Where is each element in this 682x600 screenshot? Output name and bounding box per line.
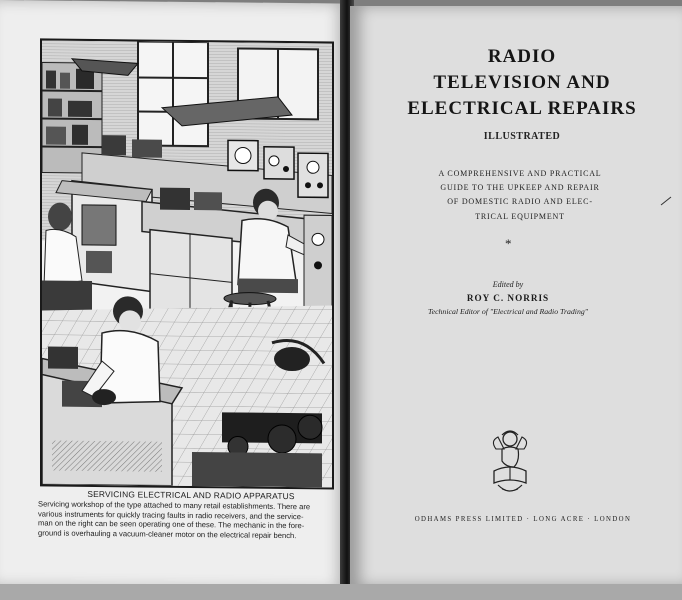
- description-line: GUIDE TO THE UPKEEP AND REPAIR: [440, 183, 600, 193]
- title-line: ELECTRICAL REPAIRS: [407, 98, 637, 119]
- publisher-imprint: ODHAMS PRESS LIMITED · LONG ACRE · LONDON: [414, 516, 632, 523]
- workshop-illustration: [40, 38, 334, 489]
- book-subtitle: ILLUSTRATED: [483, 131, 561, 142]
- book-description: [430, 167, 610, 224]
- table-surface: [0, 584, 682, 600]
- pencil-mark-icon: [660, 196, 672, 206]
- caption-line: Servicing workshop of the type attached to many retail establishments. There are: [38, 499, 311, 512]
- caption-line: man on the right can be seen operating one of these. The mechanic in the fore-: [38, 518, 305, 531]
- title-line: RADIO: [487, 46, 557, 67]
- workshop-engraving-image: [42, 40, 332, 487]
- edited-by-label: Edited by: [492, 280, 524, 289]
- editor-role: Technical Editor of "Electrical and Radio Trading": [427, 307, 589, 316]
- description-line: TRICAL EQUIPMENT: [475, 211, 565, 221]
- editor-name: ROY C. NORRIS: [466, 293, 550, 303]
- caption-body: [38, 499, 336, 540]
- caption-title: SERVICING ELECTRICAL AND RADIO APPARATUS: [87, 488, 295, 502]
- cherub-reading-book-emblem-icon: [488, 427, 532, 499]
- caption-line: various instruments for quickly tracing faults in radio receivers, and the service-: [38, 508, 304, 521]
- caption-line: ground is overhauling a vacuum-cleaner motor on the electrical repair bench.: [38, 528, 297, 540]
- title-line: TELEVISION AND: [433, 72, 611, 93]
- book-title: [372, 44, 672, 122]
- description-line: OF DOMESTIC RADIO AND ELEC-: [447, 197, 593, 207]
- ornament-star: *: [505, 236, 512, 251]
- description-line: A COMPREHENSIVE AND PRACTICAL: [438, 169, 602, 178]
